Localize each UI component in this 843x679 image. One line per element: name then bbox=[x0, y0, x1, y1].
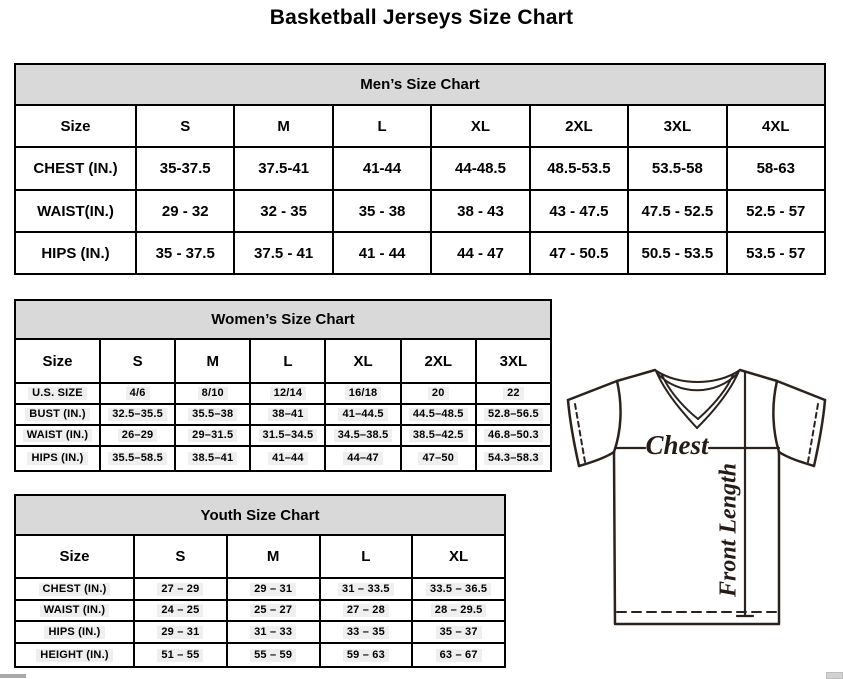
youth-value-text: 27 – 29 bbox=[157, 583, 203, 596]
youth-value-cell bbox=[226, 577, 319, 599]
mens-value-cell bbox=[233, 231, 331, 273]
youth-value-cell bbox=[411, 577, 504, 599]
youth-value-cell bbox=[133, 620, 226, 642]
youth-value-text: 51 – 55 bbox=[157, 649, 203, 662]
front-length-measure-label: Front Length bbox=[715, 462, 742, 598]
youth-value-text: 29 – 31 bbox=[157, 626, 203, 639]
womens-value-text: 38.5–42.5 bbox=[409, 429, 468, 442]
womens-value-cell bbox=[400, 424, 475, 445]
womens-value-text: 35.5–38 bbox=[188, 408, 237, 421]
womens-value-cell bbox=[249, 382, 324, 403]
womens-row-label-text: BUST (IN.) bbox=[25, 408, 89, 421]
womens-row-label bbox=[16, 403, 99, 424]
mens-row-label bbox=[16, 189, 135, 231]
womens-value-cell bbox=[249, 445, 324, 470]
youth-value-text: 24 – 25 bbox=[157, 604, 203, 617]
womens-value-text: 12/14 bbox=[270, 387, 307, 400]
youth-value-text: 27 – 28 bbox=[343, 604, 389, 617]
womens-row-label-text: HIPS (IN.) bbox=[27, 452, 87, 465]
mens-value-text: 35 - 37.5 bbox=[155, 244, 215, 262]
youth-value-cell bbox=[133, 642, 226, 666]
youth-column-header: Size bbox=[16, 534, 133, 577]
mens-value-text: 29 - 32 bbox=[161, 202, 209, 220]
youth-value-text: 31 – 33.5 bbox=[338, 583, 394, 596]
womens-value-text: 16/18 bbox=[345, 387, 382, 400]
youth-value-cell bbox=[226, 642, 319, 666]
jersey-outline-drawing bbox=[558, 362, 843, 640]
womens-value-text: 34.5–38.5 bbox=[334, 429, 393, 442]
chest-measure-label: Chest bbox=[645, 430, 709, 460]
womens-value-cell bbox=[400, 445, 475, 470]
womens-value-text: 44–47 bbox=[343, 452, 383, 465]
mens-value-text: 48.5-53.5 bbox=[547, 160, 611, 177]
womens-value-cell bbox=[174, 382, 249, 403]
womens-value-cell bbox=[400, 382, 475, 403]
mens-value-text: 53.5 - 57 bbox=[746, 244, 806, 262]
mens-value-cell bbox=[233, 189, 331, 231]
mens-value-cell bbox=[726, 189, 824, 231]
womens-value-text: 38.5–41 bbox=[188, 452, 237, 465]
mens-value-text: 53.5-58 bbox=[651, 160, 703, 177]
mens-value-cell bbox=[627, 231, 725, 273]
jersey-measurement-diagram bbox=[558, 362, 843, 640]
womens-value-text: 29–31.5 bbox=[188, 429, 237, 442]
mens-row-label-text: CHEST (IN.) bbox=[33, 160, 118, 177]
womens-value-text: 26–29 bbox=[118, 429, 158, 442]
youth-row-label bbox=[16, 642, 133, 666]
youth-column-header: S bbox=[133, 534, 226, 577]
mens-value-cell bbox=[430, 189, 528, 231]
womens-value-cell bbox=[99, 445, 174, 470]
youth-column-header: M bbox=[226, 534, 319, 577]
womens-value-text: 32.5–35.5 bbox=[108, 408, 167, 421]
mens-column-header: L bbox=[332, 104, 430, 146]
womens-value-cell bbox=[475, 424, 550, 445]
womens-value-text: 47–50 bbox=[418, 452, 458, 465]
womens-value-text: 20 bbox=[428, 387, 449, 400]
page-title: Basketball Jerseys Size Chart bbox=[269, 6, 574, 29]
womens-value-text: 35.5–58.5 bbox=[108, 452, 167, 465]
womens-column-header: 3XL bbox=[475, 338, 550, 382]
youth-value-cell bbox=[226, 620, 319, 642]
womens-row-label bbox=[16, 382, 99, 403]
youth-value-text: 25 – 27 bbox=[250, 604, 296, 617]
mens-value-cell bbox=[430, 231, 528, 273]
mens-value-text: 47.5 - 52.5 bbox=[641, 202, 714, 220]
womens-column-header: L bbox=[249, 338, 324, 382]
youth-value-cell bbox=[411, 620, 504, 642]
womens-column-header: 2XL bbox=[400, 338, 475, 382]
womens-value-cell bbox=[475, 445, 550, 470]
youth-value-text: 59 – 63 bbox=[343, 649, 389, 662]
youth-row-label bbox=[16, 599, 133, 620]
womens-value-text: 41–44 bbox=[268, 452, 308, 465]
womens-value-cell bbox=[324, 424, 399, 445]
mens-value-text: 52.5 - 57 bbox=[746, 202, 806, 220]
womens-row-label-text: U.S. SIZE bbox=[28, 387, 87, 400]
womens-table-title: Women’s Size Chart bbox=[16, 301, 550, 338]
youth-value-cell bbox=[411, 642, 504, 666]
mens-value-cell bbox=[726, 231, 824, 273]
womens-value-text: 31.5–34.5 bbox=[259, 429, 318, 442]
womens-value-cell bbox=[174, 424, 249, 445]
womens-column-header: Size bbox=[16, 338, 99, 382]
womens-value-cell bbox=[174, 445, 249, 470]
womens-value-text: 8/10 bbox=[198, 387, 228, 400]
youth-row-label-text: HIPS (IN.) bbox=[44, 626, 104, 639]
mens-value-text: 37.5 - 41 bbox=[254, 244, 314, 262]
mens-value-cell bbox=[529, 231, 627, 273]
mens-value-text: 58-63 bbox=[756, 160, 795, 177]
mens-table-title: Men’s Size Chart bbox=[16, 65, 824, 104]
womens-value-cell bbox=[324, 403, 399, 424]
womens-row-label-text: WAIST (IN.) bbox=[23, 429, 92, 442]
youth-column-header: XL bbox=[411, 534, 504, 577]
womens-value-cell bbox=[99, 382, 174, 403]
mens-value-text: 43 - 47.5 bbox=[549, 202, 609, 220]
youth-row-label bbox=[16, 577, 133, 599]
mens-value-cell bbox=[135, 231, 233, 273]
horizontal-scrollbar-button[interactable] bbox=[826, 672, 843, 679]
womens-value-cell bbox=[174, 403, 249, 424]
womens-value-cell bbox=[400, 403, 475, 424]
womens-value-cell bbox=[324, 445, 399, 470]
mens-value-text: 32 - 35 bbox=[260, 202, 307, 220]
youth-size-chart-table bbox=[14, 494, 506, 668]
mens-column-header: 4XL bbox=[726, 104, 824, 146]
youth-row-label-text: HEIGHT (IN.) bbox=[36, 649, 112, 662]
youth-value-text: 33.5 – 36.5 bbox=[426, 583, 491, 596]
mens-value-text: 37.5-41 bbox=[258, 160, 310, 177]
youth-row-label bbox=[16, 620, 133, 642]
mens-value-text: 38 - 43 bbox=[457, 202, 504, 220]
womens-value-text: 54.3–58.3 bbox=[484, 452, 543, 465]
mens-column-header: Size bbox=[16, 104, 135, 146]
mens-column-header: 3XL bbox=[627, 104, 725, 146]
womens-value-cell bbox=[324, 382, 399, 403]
youth-value-text: 31 – 33 bbox=[250, 626, 296, 639]
horizontal-scrollbar-thumb[interactable] bbox=[0, 674, 26, 678]
youth-value-text: 35 – 37 bbox=[436, 626, 482, 639]
youth-row-label-text: CHEST (IN.) bbox=[39, 583, 111, 596]
womens-row-label bbox=[16, 445, 99, 470]
youth-value-cell bbox=[133, 599, 226, 620]
mens-value-cell bbox=[529, 146, 627, 189]
youth-value-text: 28 – 29.5 bbox=[431, 604, 487, 617]
youth-value-cell bbox=[319, 577, 412, 599]
womens-column-header: S bbox=[99, 338, 174, 382]
mens-value-cell bbox=[135, 146, 233, 189]
mens-row-label bbox=[16, 231, 135, 273]
womens-row-label bbox=[16, 424, 99, 445]
womens-value-cell bbox=[249, 403, 324, 424]
youth-value-cell bbox=[411, 599, 504, 620]
mens-row-label bbox=[16, 146, 135, 189]
mens-value-text: 41 - 44 bbox=[358, 244, 406, 262]
womens-value-text: 46.8–50.3 bbox=[484, 429, 543, 442]
youth-row-label-text: WAIST (IN.) bbox=[40, 604, 109, 617]
womens-value-text: 52.8–56.5 bbox=[484, 408, 543, 421]
mens-value-cell bbox=[627, 189, 725, 231]
womens-size-chart-table bbox=[14, 299, 552, 472]
womens-value-cell bbox=[249, 424, 324, 445]
mens-value-text: 41-44 bbox=[362, 160, 402, 177]
mens-row-label-text: HIPS (IN.) bbox=[41, 244, 110, 262]
mens-column-header: M bbox=[233, 104, 331, 146]
mens-column-header: XL bbox=[430, 104, 528, 146]
youth-value-cell bbox=[226, 599, 319, 620]
mens-value-text: 44-48.5 bbox=[455, 160, 506, 177]
mens-value-cell bbox=[529, 189, 627, 231]
mens-value-cell bbox=[332, 146, 430, 189]
mens-value-cell bbox=[430, 146, 528, 189]
mens-value-text: 47 - 50.5 bbox=[549, 244, 609, 262]
youth-table-title: Youth Size Chart bbox=[16, 496, 504, 534]
womens-value-text: 38–41 bbox=[268, 408, 308, 421]
mens-value-cell bbox=[233, 146, 331, 189]
mens-row-label-text: WAIST(IN.) bbox=[37, 202, 114, 220]
youth-value-text: 33 – 35 bbox=[343, 626, 389, 639]
womens-column-header: XL bbox=[324, 338, 399, 382]
womens-value-cell bbox=[475, 382, 550, 403]
youth-value-cell bbox=[319, 620, 412, 642]
womens-value-cell bbox=[99, 424, 174, 445]
mens-size-chart-table bbox=[14, 63, 826, 275]
mens-value-text: 35 - 38 bbox=[358, 202, 406, 220]
mens-value-cell bbox=[627, 146, 725, 189]
womens-value-text: 4/6 bbox=[126, 387, 150, 400]
mens-value-cell bbox=[332, 231, 430, 273]
mens-value-text: 35-37.5 bbox=[159, 160, 211, 177]
womens-value-cell bbox=[475, 403, 550, 424]
womens-column-header: M bbox=[174, 338, 249, 382]
youth-value-cell bbox=[319, 599, 412, 620]
youth-value-text: 63 – 67 bbox=[436, 649, 482, 662]
youth-value-cell bbox=[133, 577, 226, 599]
youth-value-cell bbox=[319, 642, 412, 666]
womens-value-text: 22 bbox=[503, 387, 524, 400]
mens-column-header: S bbox=[135, 104, 233, 146]
mens-column-header: 2XL bbox=[529, 104, 627, 146]
youth-value-text: 55 – 59 bbox=[250, 649, 296, 662]
mens-value-text: 50.5 - 53.5 bbox=[641, 244, 714, 262]
womens-value-text: 41–44.5 bbox=[338, 408, 387, 421]
mens-value-cell bbox=[332, 189, 430, 231]
womens-value-text: 44.5–48.5 bbox=[409, 408, 468, 421]
youth-column-header: L bbox=[319, 534, 412, 577]
womens-value-cell bbox=[99, 403, 174, 424]
youth-value-text: 29 – 31 bbox=[250, 583, 296, 596]
mens-value-text: 44 - 47 bbox=[457, 244, 504, 262]
mens-value-cell bbox=[726, 146, 824, 189]
mens-value-cell bbox=[135, 189, 233, 231]
